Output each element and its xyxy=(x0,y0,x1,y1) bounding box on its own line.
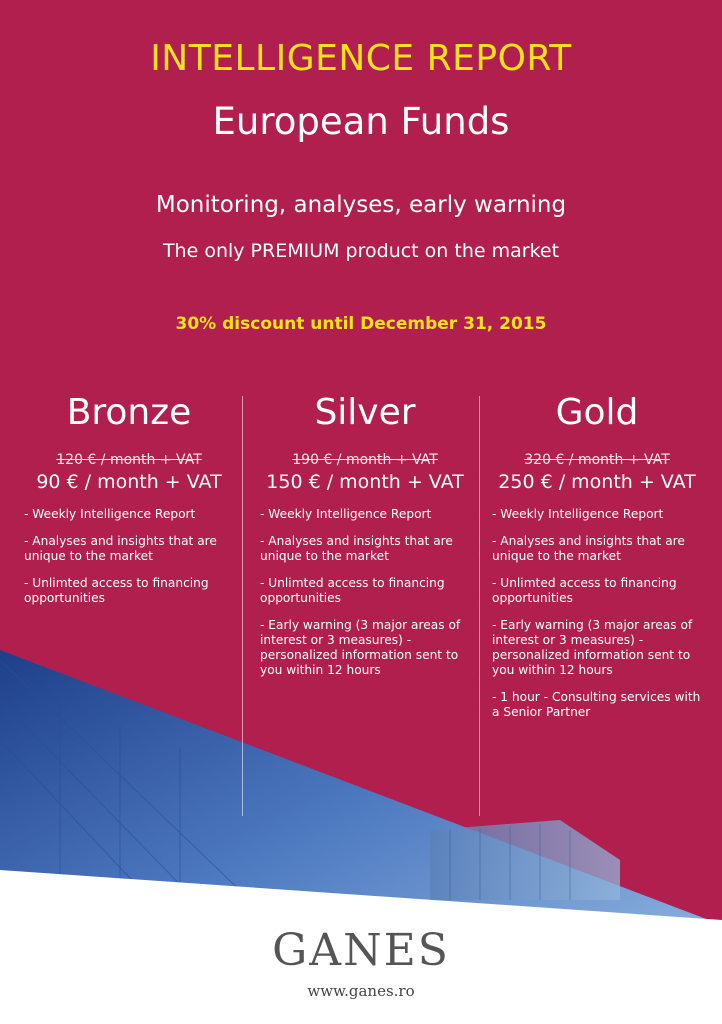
feature-item: - Weekly Intelligence Report xyxy=(24,507,196,521)
old-price: 190 € / month + VAT xyxy=(292,452,438,468)
logo-text: GANES xyxy=(272,925,450,976)
feature-item: - Early warning (3 major areas of interest or 3 measures) - personalized information sent to you within 12 hours xyxy=(492,618,693,677)
feature-item: - Analyses and insights that are unique to the market xyxy=(260,534,453,563)
feature-item: - Weekly Intelligence Report xyxy=(260,507,432,521)
new-price: 90 € / month + VAT xyxy=(36,471,222,493)
old-price: 320 € / month + VAT xyxy=(524,452,670,468)
column-divider xyxy=(479,396,480,816)
discount-notice: 30% discount until December 31, 2015 xyxy=(175,314,547,334)
column-divider xyxy=(242,396,243,816)
feature-item: - 1 hour - Consulting services with a Senior Partner xyxy=(492,690,701,719)
plan-name: Bronze xyxy=(66,392,192,433)
feature-item: - Analyses and insights that are unique to the market xyxy=(492,534,685,563)
feature-item: - Unlimted access to financing opportunities xyxy=(24,576,209,605)
plan-gold xyxy=(486,390,708,732)
feature-item: - Analyses and insights that are unique to the market xyxy=(24,534,217,563)
plan-name: Gold xyxy=(555,392,639,433)
website-url: www.ganes.ro xyxy=(307,982,415,1000)
report-title: INTELLIGENCE REPORT xyxy=(150,38,572,79)
ganes-logo xyxy=(0,925,722,976)
new-price: 250 € / month + VAT xyxy=(498,471,696,493)
tagline: Monitoring, analyses, early warning xyxy=(155,192,567,218)
premium-tagline: The only PREMIUM product on the market xyxy=(162,240,560,262)
feature-item: - Early warning (3 major areas of interest or 3 measures) - personalized information sent to you within 12 hours xyxy=(260,618,461,677)
new-price: 150 € / month + VAT xyxy=(266,471,464,493)
plan-silver xyxy=(254,390,476,690)
plan-name: Silver xyxy=(314,392,416,433)
report-subtitle: European Funds xyxy=(212,100,510,143)
feature-item: - Unlimted access to financing opportunities xyxy=(492,576,677,605)
plan-bronze xyxy=(18,390,240,618)
feature-item: - Weekly Intelligence Report xyxy=(492,507,664,521)
old-price: 120 € / month + VAT xyxy=(56,452,202,468)
feature-item: - Unlimted access to financing opportunities xyxy=(260,576,445,605)
